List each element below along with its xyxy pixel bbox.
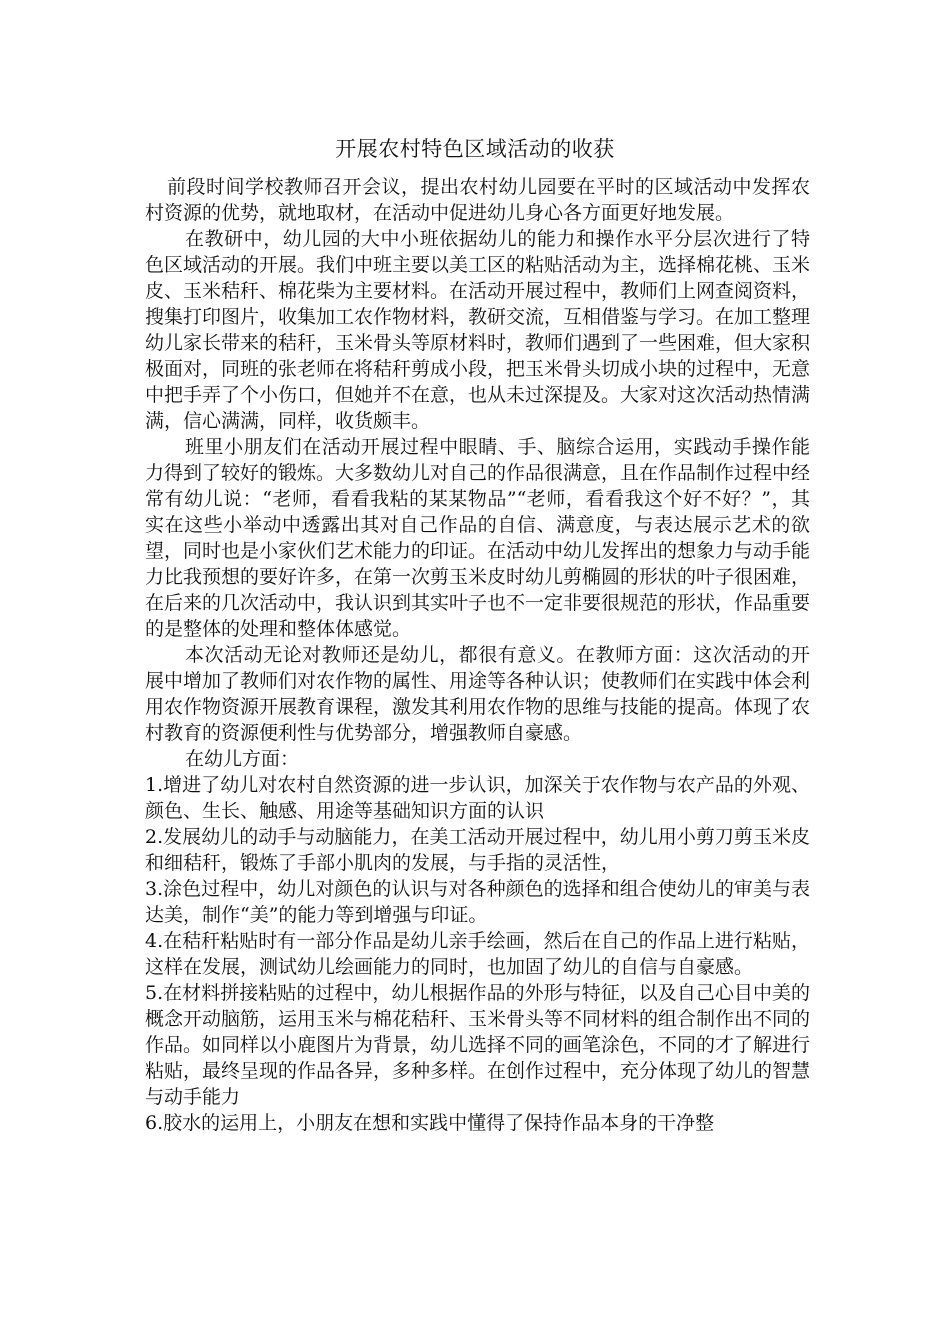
list-item: 1.增进了幼儿对农村自然资源的进一步认识，加深关于农作物与农产品的外观、颜色、生长、触感、用途等基础知识方面的认识	[145, 774, 810, 822]
list-item: 3.涂色过程中，幼儿对颜色的认识与对各种颜色的选择和组合使幼儿的审美与表达美，制作“美”的能力等到增强与印证。	[145, 878, 810, 926]
paragraph-children-activity: 班里小朋友们在活动开展过程中眼睛、手、脑综合运用，实践动手操作能力得到了较好的锻炼。大多数幼儿对自己的作品很满意，且在作品制作过程中经常有幼儿说：“老师，看看我粘的某某物品”“老师，看看我这个好不好？”，其实在这些小举动中透露出其对自己作品的自信、满意度，与表达展示艺术的欲望，同时也是小家伙们艺术能力的印证。在活动中幼儿发挥出的想象力与动手能力比我预想的要好许多，在第一次剪玉米皮时幼儿剪椭圆的形状的叶子很困难，在后来的几次活动中，我认识到其实叶子也不一定非要很规范的形状，作品重要的是整体的处理和整体体感觉。	[145, 436, 811, 640]
document-title: 开展农村特色区域活动的收获	[335, 137, 615, 161]
paragraph-teaching-research: 在教研中，幼儿园的大中小班依据幼儿的能力和操作水平分层次进行了特色区域活动的开展。我们中班主要以美工区的粘贴活动为主，选择棉花桃、玉米皮、玉米秸秆、棉花柴为主要材料。在活动开展过程中，教师们上网查阅资料，搜集打印图片，收集加工农作物材料，教研交流，互相借鉴与学习。在加工整理幼儿家长带来的秸秆，玉米骨头等原材料时，教师们遇到了一些困难，但大家积极面对，同班的张老师在将秸秆剪成小段，把玉米骨头切成小块的过程中，无意中把手弄了个小伤口，但她并不在意，也从未过深提及。大家对这次活动热情满满，信心满满，同样，收货颇丰。	[145, 228, 811, 432]
paragraph-significance: 本次活动无论对教师还是幼儿，都很有意义。在教师方面：这次活动的开展中增加了教师们对农作物的属性、用途等各种认识；使教师们在实践中体会利用农作物资源开展教育课程，激发其利用农作物的思维与技能的提高。体现了农村教育的资源便利性与优势部分，增强教师自豪感。	[145, 644, 811, 744]
paragraph-children-aspect: 在幼儿方面：	[185, 748, 300, 770]
list-item: 2.发展幼儿的动手与动脑能力，在美工活动开展过程中，幼儿用小剪刀剪玉米皮和细秸秆，锻炼了手部小肌肉的发展，与手指的灵活性，	[145, 826, 810, 874]
paragraph-intro: 前段时间学校教师召开会议，提出农村幼儿园要在平时的区域活动中发挥农村资源的优势，就地取材，在活动中促进幼儿身心各方面更好地发展。	[145, 176, 810, 224]
document-body	[145, 174, 810, 1136]
list-item: 4.在秸秆粘贴时有一部分作品是幼儿亲手绘画，然后在自己的作品上进行粘贴，这样在发展，测试幼儿绘画能力的同时，也加固了幼儿的自信与自豪感。	[145, 930, 810, 978]
list-item: 5.在材料拼接粘贴的过程中，幼儿根据作品的外形与特征，以及自己心目中美的概念开动脑筋，运用玉米与棉花秸秆、玉米骨头等不同材料的组合制作出不同的作品。如同样以小鹿图片为背景，幼儿选择不同的画笔涂色，不同的才了解进行粘贴，最终呈现的作品各异，多种多样。在创作过程中，充分体现了幼儿的智慧与动手能力	[145, 982, 811, 1108]
list-item: 6.胶水的运用上，小朋友在想和实践中懂得了保持作品本身的干净整	[145, 1112, 715, 1134]
